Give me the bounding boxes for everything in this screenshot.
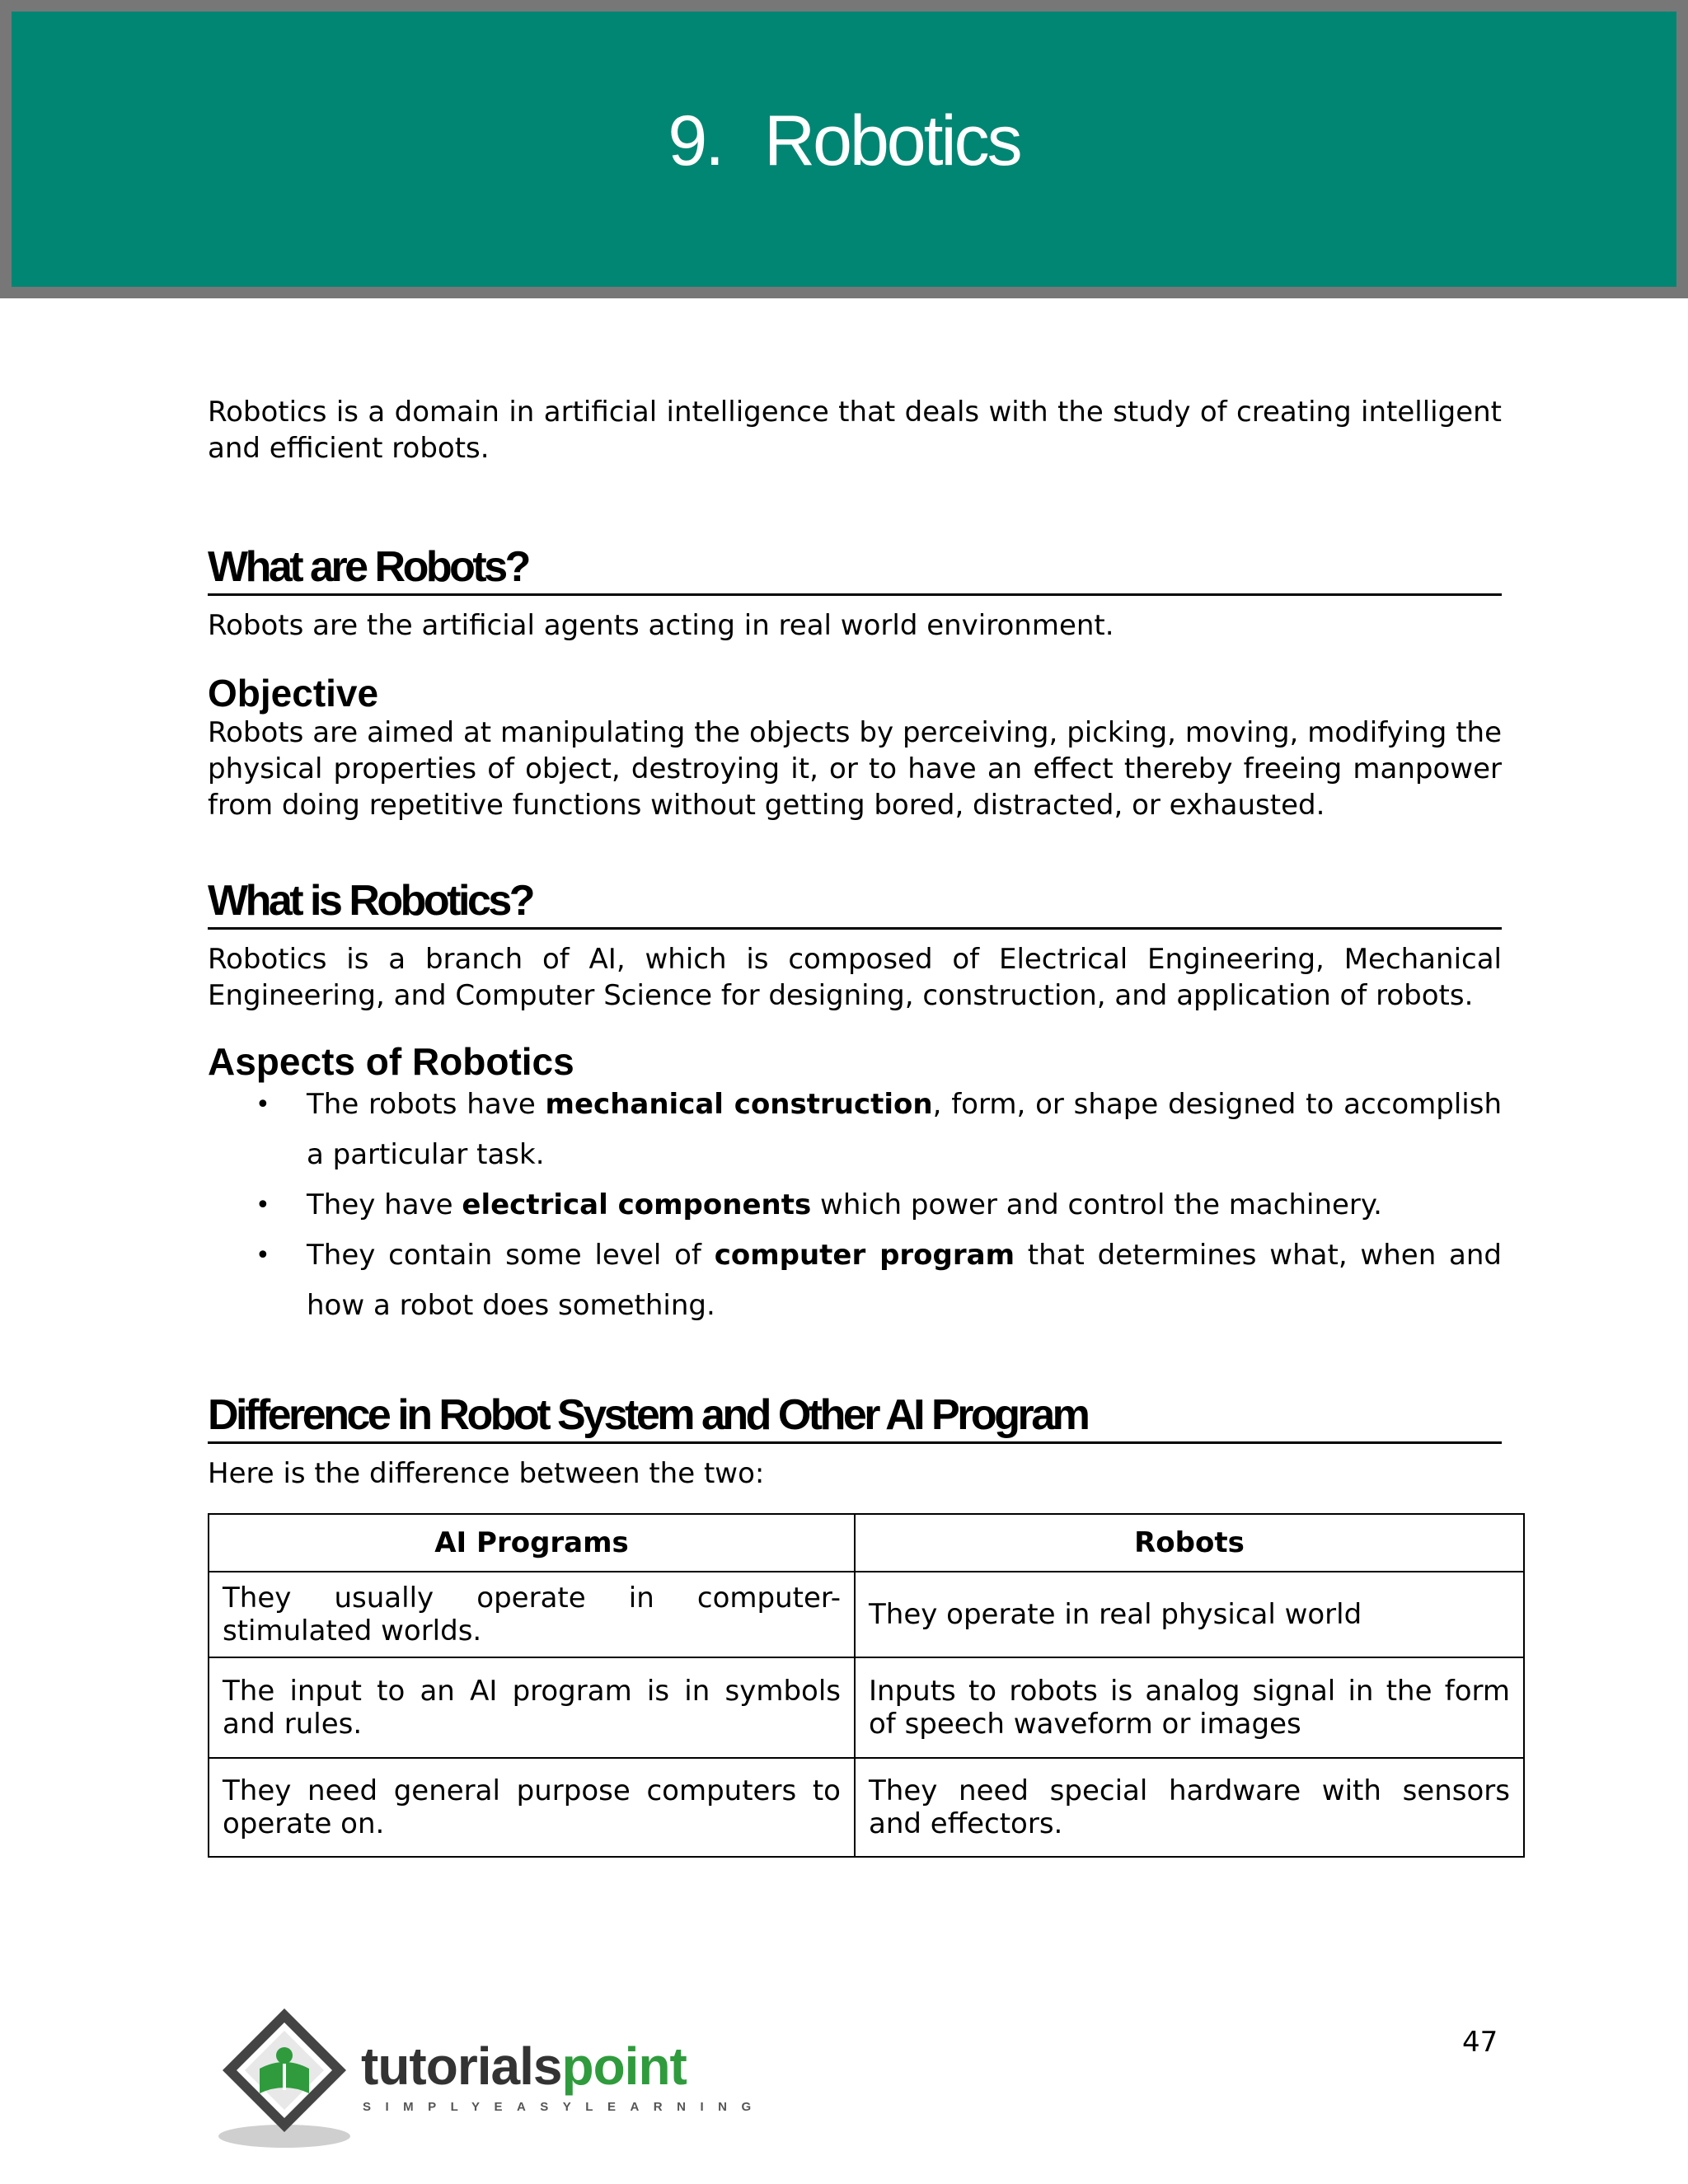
what-are-robots-text: Robots are the artificial agents acting in real world environment. bbox=[208, 609, 1114, 642]
aspects-list bbox=[256, 1080, 1502, 1331]
heading-aspects: Aspects of Robotics bbox=[208, 1040, 574, 1083]
difference-table bbox=[208, 1513, 1525, 1858]
table-row bbox=[209, 1758, 1524, 1857]
heading-difference: Difference in Robot System and Other AI Program bbox=[208, 1389, 1502, 1444]
aspect-text: that determines what, when and how a robot does something. bbox=[307, 1239, 1502, 1322]
tutorialspoint-logo bbox=[214, 2004, 766, 2153]
heading-objective: Objective bbox=[208, 672, 379, 715]
table-cell: Inputs to robots is analog signal in the form of speech waveform or images bbox=[855, 1657, 1524, 1758]
chapter-title-text: Robotics bbox=[764, 101, 1020, 180]
aspect-bold: electrical components bbox=[462, 1188, 812, 1221]
aspect-item-mechanical bbox=[256, 1080, 1502, 1180]
heading-what-are-robots: What are Robots? bbox=[208, 541, 1502, 596]
aspect-bold: mechanical construction bbox=[545, 1088, 933, 1121]
table-header-ai-programs: AI Programs bbox=[209, 1514, 855, 1572]
table-cell: They need special hardware with sensors and effectors. bbox=[855, 1758, 1524, 1857]
difference-intro: Here is the difference between the two: bbox=[208, 1457, 765, 1490]
aspect-text: which power and control the machinery. bbox=[811, 1188, 1382, 1221]
chapter-number: 9. bbox=[668, 101, 723, 180]
table-row bbox=[209, 1657, 1524, 1758]
logo-word-b: point bbox=[561, 2036, 687, 2096]
bullet-icon: • bbox=[256, 1191, 270, 1220]
aspect-text: They contain some level of bbox=[307, 1239, 715, 1272]
aspect-text: They have bbox=[307, 1188, 462, 1221]
table-cell: They need general purpose computers to operate on. bbox=[209, 1758, 855, 1857]
logo-wordmark bbox=[361, 2036, 687, 2097]
intro-paragraph: Robotics is a domain in artificial intelligence that deals with the study of creating intelligent and efficient robots. bbox=[208, 396, 1502, 465]
table-cell: The input to an AI program is in symbols and rules. bbox=[209, 1657, 855, 1758]
what-is-robotics-text: Robotics is a branch of AI, which is composed of Electrical Engineering, Mechanical Engineering, and Computer Science for designing, construction, and application of robots. bbox=[208, 943, 1502, 1012]
table-header-row bbox=[209, 1514, 1524, 1572]
table-row bbox=[209, 1572, 1524, 1657]
logo-word-a: tutorials bbox=[361, 2036, 562, 2096]
table-cell: They usually operate in computer-stimulated worlds. bbox=[209, 1572, 855, 1657]
chapter-title bbox=[668, 101, 1020, 182]
bullet-icon: • bbox=[256, 1241, 270, 1270]
logo-tagline: SIMPLYEASYLEARNING bbox=[363, 2100, 766, 2114]
page-content bbox=[208, 394, 1510, 1858]
aspect-item-electrical bbox=[256, 1180, 1502, 1230]
aspect-bold: computer program bbox=[714, 1239, 1015, 1272]
table-header-robots: Robots bbox=[855, 1514, 1524, 1572]
aspect-item-program bbox=[256, 1230, 1502, 1331]
heading-what-is-robotics: What is Robotics? bbox=[208, 874, 1502, 930]
chapter-banner-inner bbox=[12, 12, 1676, 287]
table-cell: They operate in real physical world bbox=[855, 1572, 1524, 1657]
objective-text: Robots are aimed at manipulating the objects by perceiving, picking, moving, modifying the physical properties of object, destroying it, or to have an effect thereby freeing manpower from doing repetitive functions without getting bored, distracted, or exhausted. bbox=[208, 716, 1502, 822]
logo-diamond-icon bbox=[214, 2004, 354, 2153]
bullet-icon: • bbox=[256, 1090, 270, 1119]
chapter-banner bbox=[0, 0, 1688, 298]
page-number: 47 bbox=[1462, 2026, 1498, 2059]
aspect-text: The robots have bbox=[307, 1088, 546, 1121]
aspect-text: , form, or shape designed to accomplish a particular task. bbox=[307, 1088, 1503, 1171]
